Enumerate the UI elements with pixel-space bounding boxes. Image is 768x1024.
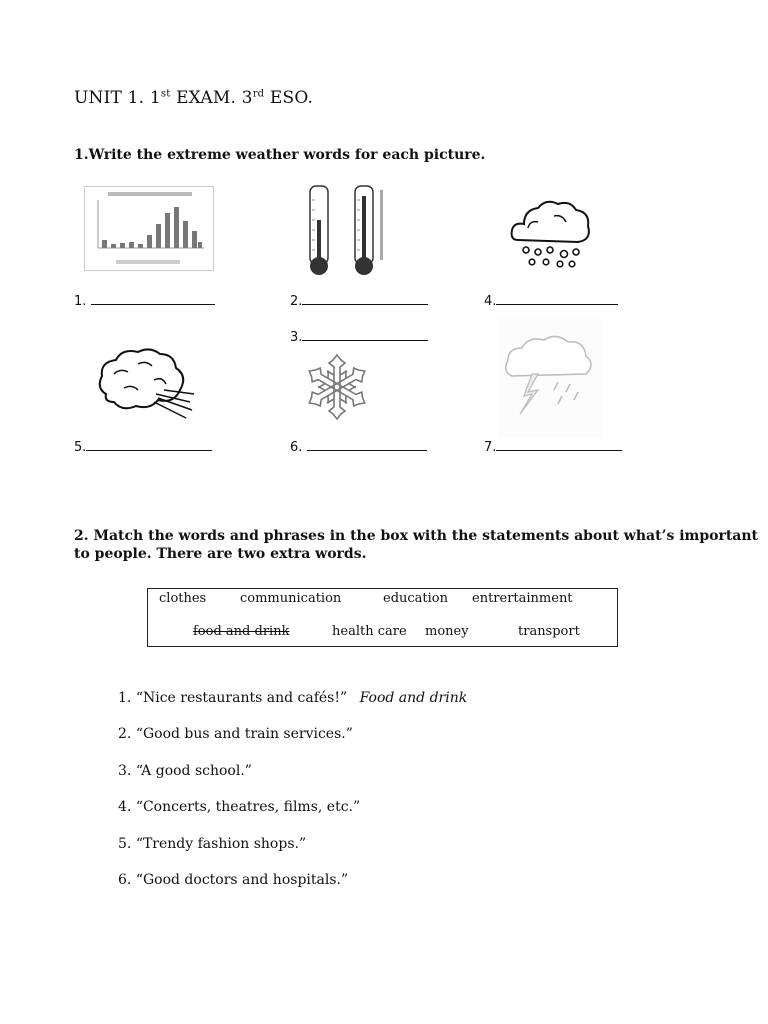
blank-5	[74, 438, 212, 455]
statement-text: “A good school.”	[135, 763, 252, 779]
rainfall-chart-picture	[84, 186, 214, 271]
statement-text: “Nice restaurants and cafés!”	[135, 690, 348, 706]
box-word-entertainment: entrertainment	[472, 591, 573, 606]
answer-line[interactable]	[302, 328, 428, 341]
box-word-food-and-drink: food and drink	[193, 624, 290, 639]
blank-number: 6.	[290, 440, 303, 455]
title-ordinal-st: st	[160, 88, 171, 100]
blank-2	[290, 292, 428, 309]
statement-number: 1.	[118, 690, 132, 706]
statement-number: 6.	[118, 872, 132, 888]
blank-6	[290, 438, 427, 455]
answer-line[interactable]	[302, 292, 428, 305]
statement-text: “Trendy fashion shops.”	[135, 836, 307, 852]
section1-heading: 1.Write the extreme weather words for each picture.	[74, 147, 486, 163]
section2-heading-line2: to people. There are two extra words.	[74, 546, 367, 562]
statement-1	[118, 690, 467, 706]
statement-text: “Good bus and train services.”	[135, 726, 353, 742]
blank-number: 4.	[484, 294, 497, 309]
answer-line[interactable]	[496, 438, 622, 451]
box-word-education: education	[383, 591, 448, 606]
box-word-money: money	[425, 624, 469, 639]
answer-line[interactable]	[86, 438, 212, 451]
blank-number: 2.	[290, 294, 303, 309]
statement-6	[118, 872, 348, 888]
statement-answer[interactable]: Food and drink	[359, 690, 468, 706]
box-word-health-care: health care	[332, 624, 407, 639]
thermometers-picture	[300, 180, 390, 278]
statement-text: “Concerts, theatres, films, etc.”	[135, 799, 361, 815]
statement-5	[118, 836, 306, 852]
wind-cloud-picture	[94, 344, 196, 426]
thunderstorm-picture	[498, 318, 602, 438]
exam-title	[74, 88, 313, 108]
box-word-transport: transport	[518, 624, 580, 639]
statement-number: 5.	[118, 836, 132, 852]
statement-number: 4.	[118, 799, 132, 815]
statement-2	[118, 726, 353, 742]
title-unit: UNIT 1. 1	[74, 88, 161, 108]
word-box	[147, 588, 618, 647]
blank-1	[74, 292, 215, 309]
blank-number: 3.	[290, 330, 303, 345]
box-word-communication: communication	[240, 591, 342, 606]
blank-number: 7.	[484, 440, 497, 455]
hail-cloud-picture	[508, 194, 593, 269]
statement-number: 3.	[118, 763, 132, 779]
title-ordinal-rd: rd	[252, 88, 265, 100]
blank-3	[290, 328, 428, 345]
statement-4	[118, 799, 360, 815]
answer-line[interactable]	[307, 438, 427, 451]
answer-line[interactable]	[91, 292, 215, 305]
box-word-clothes: clothes	[159, 591, 207, 606]
statement-number: 2.	[118, 726, 132, 742]
blank-number: 5.	[74, 440, 87, 455]
snowflake-picture	[302, 352, 372, 422]
title-eso: ESO.	[264, 88, 314, 108]
statement-3	[118, 763, 252, 779]
statement-text: “Good doctors and hospitals.”	[135, 872, 349, 888]
blank-4	[484, 292, 618, 309]
title-exam: EXAM. 3	[170, 88, 253, 108]
section2-heading-line1: 2. Match the words and phrases in the box with the statements about what’s important	[74, 528, 759, 544]
answer-line[interactable]	[496, 292, 618, 305]
section2-heading	[74, 527, 758, 563]
blank-7	[484, 438, 622, 455]
blank-number: 1.	[74, 294, 87, 309]
